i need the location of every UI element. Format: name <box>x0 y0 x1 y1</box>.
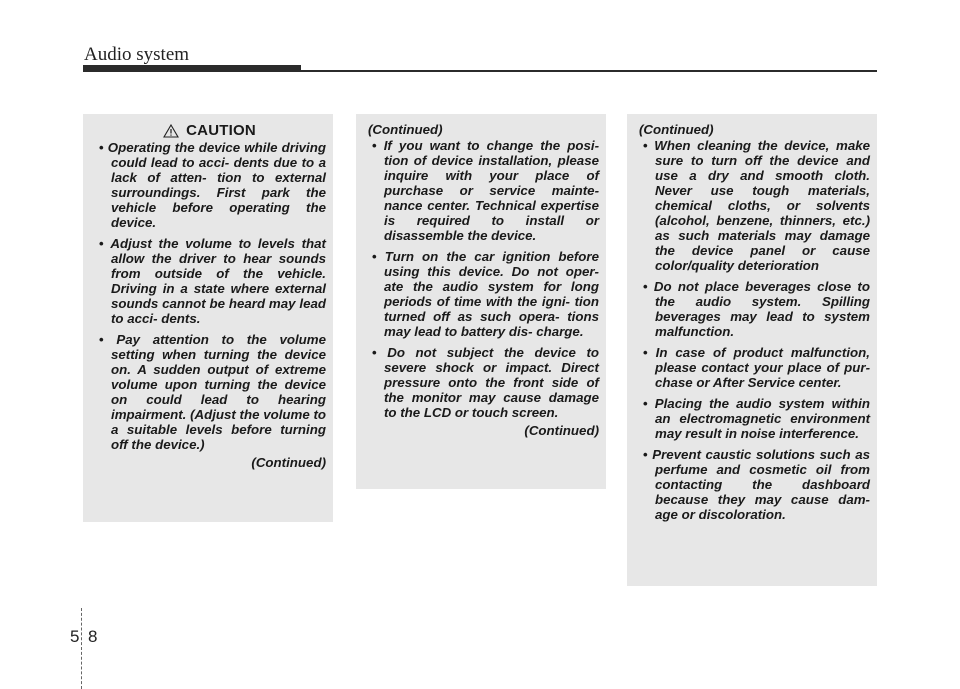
list-item: • Do not subject the device to severe shock or impact. Direct pressure onto the front side of the monitor may cause damage to the LCD or touch screen. <box>372 345 599 420</box>
page-margin-line <box>81 608 82 689</box>
column3-list <box>637 138 870 522</box>
continued-header: (Continued) <box>368 122 443 137</box>
column2-list <box>366 138 599 420</box>
list-item: • If you want to change the posi- tion of device installation, please inquire with your place of purchase or service mainte- nance center. Technical expertise is required to install or disassemble the device. <box>372 138 599 243</box>
continued-header: (Continued) <box>639 122 714 137</box>
list-item: • Placing the audio system within an electromagnetic environment may result in noise interference. <box>643 396 870 441</box>
page-number: 8 <box>88 627 98 646</box>
caution-list <box>93 140 326 452</box>
list-item: • When cleaning the device, make sure to turn off the device and use a dry and smooth cloth. Never use tough materials, chemical cloths, or solvents (alcohol, benzene, thinners, etc.) as such materials may damage the device panel or cause color/quality deterioration <box>643 138 870 273</box>
list-item: • Operating the device while driving could lead to acci- dents due to a lack of atten- tion to external surroundings. First park the vehicle before operating the device. <box>99 140 326 230</box>
continued-box-2 <box>356 114 606 489</box>
list-item: • Adjust the volume to levels that allow the driver to hear sounds from outside of the vehicle. Driving in a state where external sounds cannot be heard may lead to acci- dents. <box>99 236 326 326</box>
list-item: • Pay attention to the volume setting when turning the device on. A sudden output of extreme volume upon turning the device on could lead to hearing impairment. (Adjust the volume to a suitable levels before turning off the device.) <box>99 332 326 452</box>
header-rule-thick <box>83 65 301 72</box>
list-item: • Do not place beverages close to the audio system. Spilling beverages may lead to system malfunction. <box>643 279 870 339</box>
caution-box <box>83 114 333 522</box>
page-section-number: 5 <box>70 627 80 646</box>
continued-box-3 <box>627 114 877 586</box>
caution-heading <box>93 123 326 138</box>
list-item: • In case of product malfunction, please contact your place of pur- chase or After Service center. <box>643 345 870 390</box>
continued-footer: (Continued) <box>251 455 326 470</box>
caution-title: CAUTION <box>186 122 256 139</box>
list-item: • Turn on the car ignition before using this device. Do not oper- ate the audio system for long periods of time with the igni- tion turned off as such opera- tions may lead to battery dis- charge. <box>372 249 599 339</box>
list-item: • Prevent caustic solutions such as perfume and cosmetic oil from contacting the dashboard because they may cause dam- age or discoloration. <box>643 447 870 522</box>
page-header-title: Audio system <box>84 44 190 65</box>
header-rule-thin <box>301 70 877 72</box>
warning-triangle-icon <box>163 124 179 138</box>
continued-footer: (Continued) <box>524 423 599 438</box>
